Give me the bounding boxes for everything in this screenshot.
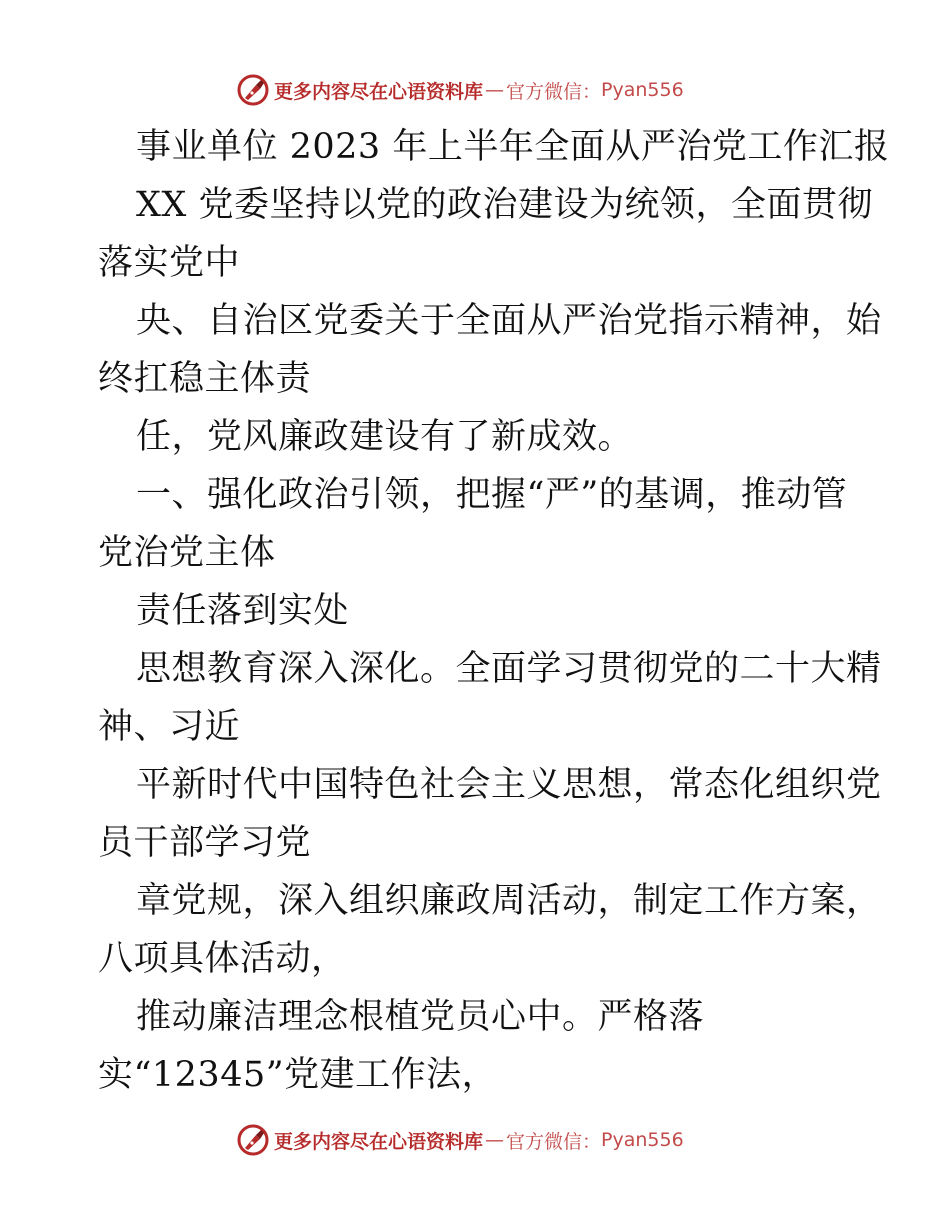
text-line: 员干部学习党 — [98, 823, 312, 863]
text-line: 实“12345”党建工作法， — [98, 1055, 498, 1095]
text-line: 章党规，深入组织廉政周活动，制定工作方案， — [136, 881, 882, 921]
watermark-footer — [236, 1122, 684, 1158]
watermark-dash: — — [485, 79, 505, 101]
watermark-wechat-label: 官方微信： — [506, 1130, 602, 1153]
section-heading: 党治党主体 — [98, 533, 276, 573]
watermark-dash: — — [485, 1129, 505, 1151]
watermark-wechat-id: Pyan556 — [601, 1129, 684, 1151]
text-line: 平新时代中国特色社会主义思想，常态化组织党 — [136, 765, 882, 805]
watermark-main-text: 更多内容尽在心语资料库 — [274, 80, 484, 103]
text-line: 神、习近 — [98, 707, 241, 747]
watermark-header — [236, 72, 684, 108]
text-line: XX 党委坚持以党的政治建设为统领，全面贯彻 — [136, 185, 873, 225]
text-line: 推动廉洁理念根植党员心中。严格落 — [136, 997, 705, 1037]
text-line: 央、自治区党委关于全面从严治党指示精神，始 — [136, 301, 882, 341]
watermark-wechat-label: 官方微信： — [506, 80, 602, 103]
text-line: 八项具体活动， — [98, 939, 347, 979]
section-heading: 一、强化政治引领，把握“严”的基调，推动管 — [136, 475, 848, 515]
pen-nib-circle-icon — [236, 1123, 270, 1157]
watermark-main-text: 更多内容尽在心语资料库 — [274, 1130, 484, 1153]
section-heading: 责任落到实处 — [136, 591, 350, 631]
text-line: 落实党中 — [98, 243, 241, 283]
text-line: 思想教育深入深化。全面学习贯彻党的二十大精 — [136, 649, 882, 689]
document-title: 事业单位 2023 年上半年全面从严治党工作汇报 — [136, 127, 890, 167]
pen-nib-circle-icon — [236, 73, 270, 107]
text-line: 任，党风廉政建设有了新成效。 — [136, 417, 634, 457]
watermark-wechat-id: Pyan556 — [601, 79, 684, 101]
text-line: 终扛稳主体责 — [98, 359, 312, 399]
